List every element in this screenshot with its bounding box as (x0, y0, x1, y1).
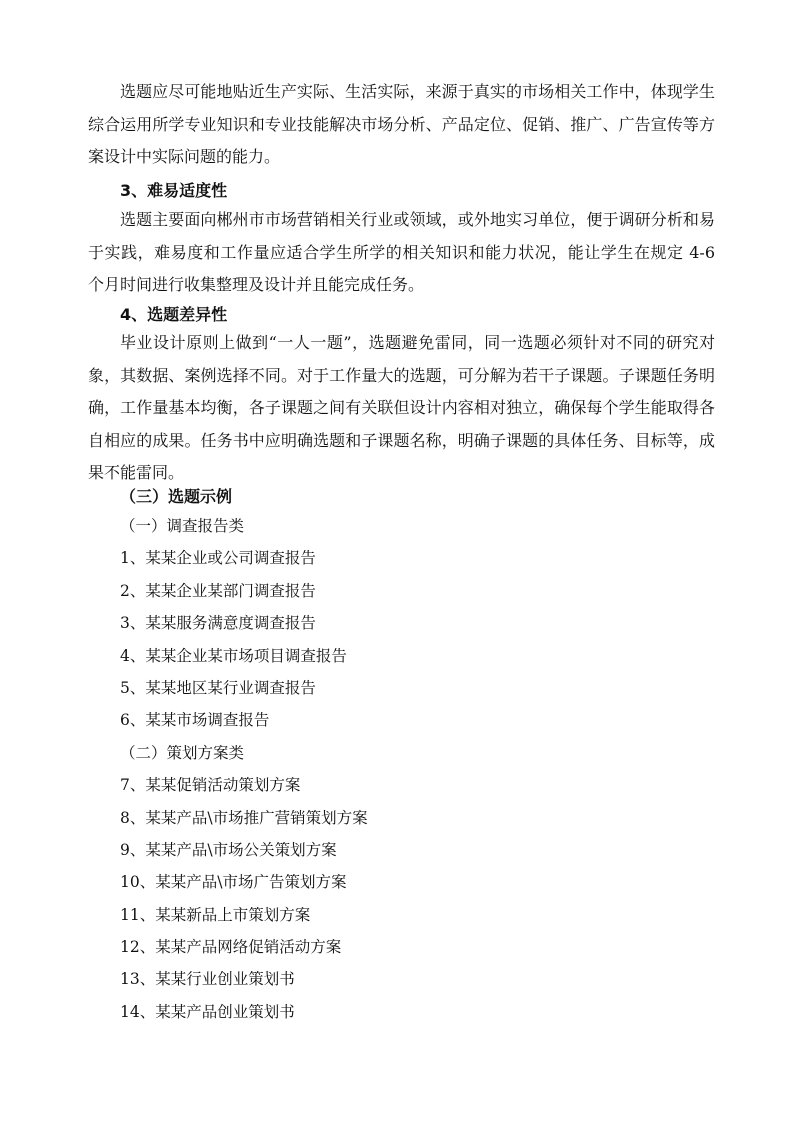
list-item: 14、某某产品创业策划书 (120, 1002, 295, 1021)
list-item: 7、某某促销活动策划方案 (120, 776, 301, 795)
list-item: 2、某某企业某部门调查报告 (120, 581, 316, 600)
list-item: 11、某某新品上市策划方案 (120, 905, 311, 924)
list-item: 1、某某企业或公司调查报告 (120, 549, 316, 568)
list-item: 10、某某产品\市场广告策划方案 (120, 873, 347, 892)
list-item: 9、某某产品\市场公关策划方案 (120, 840, 337, 859)
list-item: 12、某某产品网络促销活动方案 (120, 938, 342, 957)
list-item: 13、某某行业创业策划书 (120, 970, 295, 989)
heading-difficulty: 3、难易适度性 (120, 181, 228, 200)
heading-differentiation: 4、选题差异性 (120, 305, 228, 324)
paragraph-difficulty: 选题主要面向郴州市市场营销相关行业或领域，或外地实习单位，便于调研分析和易于实践，难易度和工作量应适合学生所学的相关知识和能力状况，能让学生在规定 4-6 个月时间进行收集整理及设计并且能完成任务。 (88, 210, 715, 294)
list-item: （二）策划方案类 (120, 743, 245, 762)
heading-topic-examples: （三）选题示例 (120, 487, 233, 506)
list-item: 8、某某产品\市场推广营销策划方案 (120, 808, 368, 827)
topic-example-list (120, 510, 368, 1028)
paragraph-topic-relevance: 选题应尽可能地贴近生产实际、生活实际，来源于真实的市场相关工作中，体现学生综合运用所学专业知识和专业技能解决市场分析、产品定位、促销、推广、广告宣传等方案设计中实际问题的能力。 (88, 82, 715, 166)
list-item: （一）调查报告类 (120, 517, 245, 535)
list-item: 3、某某服务满意度调查报告 (120, 614, 316, 633)
paragraph-differentiation: 毕业设计原则上做到“一人一题”，选题避免雷同，同一选题必须针对不同的研究对象，其数据、案例选择不同。对于工作量大的选题，可分解为若干子课题。子课题任务明确，工作量基本均衡，各子课题之间有关联但设计内容相对独立，确保每个学生能取得各自相应的成果。任务书中应明确选题和子课题名称，明确子课题的具体任务、目标等，成果不能雷同。 (88, 333, 715, 482)
list-item: 5、某某地区某行业调查报告 (120, 678, 316, 697)
list-item: 6、某某市场调查报告 (120, 711, 270, 730)
list-item: 4、某某企业某市场项目调查报告 (120, 646, 347, 665)
